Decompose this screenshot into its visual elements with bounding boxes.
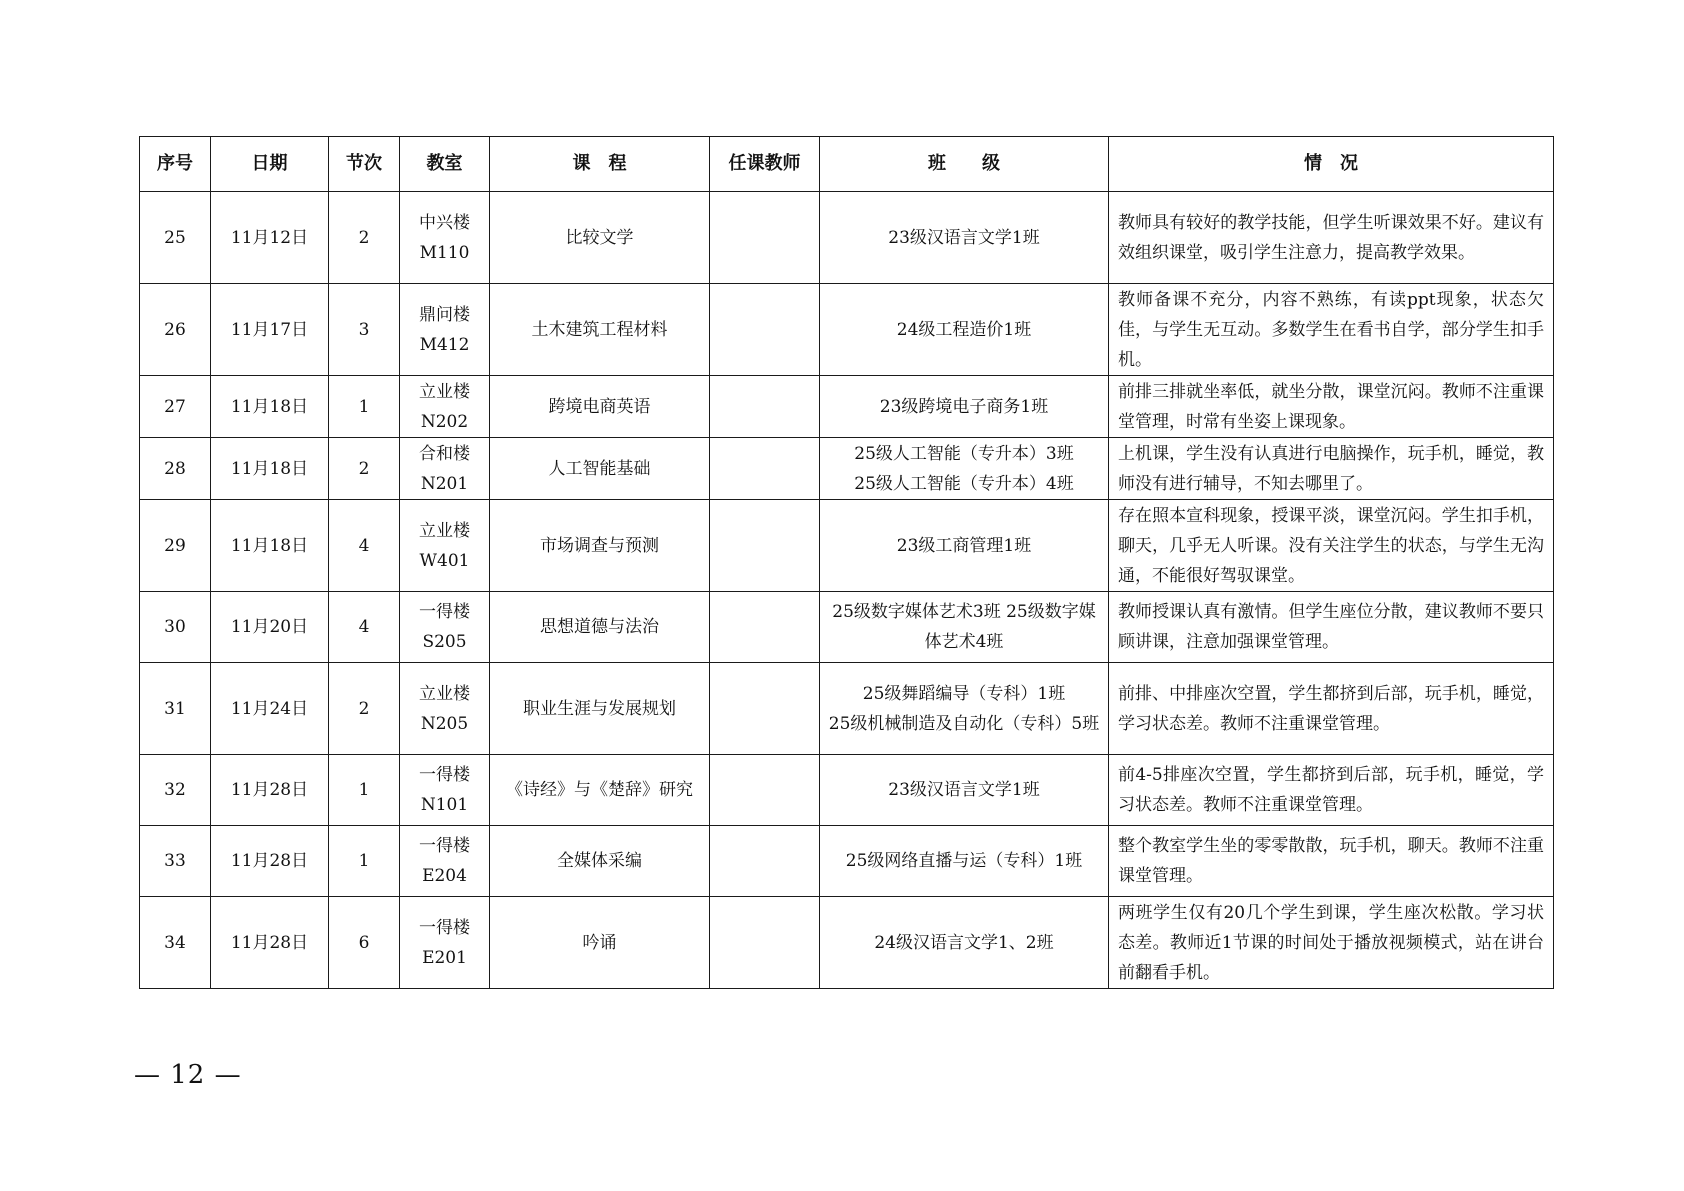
cell-room: [400, 284, 490, 376]
cell-no: 25: [140, 192, 211, 284]
cell-course: 吟诵: [490, 897, 710, 989]
header-room: 教室: [400, 137, 490, 192]
header-no: 序号: [140, 137, 211, 192]
cell-room-line: 立业楼: [419, 520, 470, 541]
cell-class-line: 23级汉语言文学1班: [888, 780, 1040, 800]
cell-date: 11月18日: [211, 376, 329, 438]
cell-class: [820, 284, 1109, 376]
cell-course: 土木建筑工程材料: [490, 284, 710, 376]
cell-class-line: 25级数字媒体艺术3班 25级数字媒体艺术4班: [832, 602, 1096, 652]
cell-period: 1: [329, 376, 400, 438]
cell-teacher: [710, 500, 820, 592]
cell-room-line: 一得楼: [419, 765, 470, 785]
cell-date: 11月28日: [211, 897, 329, 989]
table-header-row: [140, 137, 1554, 192]
cell-period: 3: [329, 284, 400, 376]
cell-room-line: 一得楼: [419, 917, 470, 938]
cell-course: 市场调查与预测: [490, 500, 710, 592]
table-row: [140, 897, 1554, 989]
cell-class-line: 24级汉语言文学1、2班: [874, 932, 1054, 953]
cell-room-line: E204: [422, 866, 467, 886]
cell-no: 33: [140, 826, 211, 897]
cell-period: 1: [329, 755, 400, 826]
cell-teacher: [710, 592, 820, 663]
cell-period: 2: [329, 663, 400, 755]
header-situation: 情 况: [1109, 137, 1554, 192]
cell-room-line: N101: [420, 795, 469, 815]
cell-class-line: 23级工商管理1班: [896, 535, 1032, 556]
cell-date: 11月17日: [211, 284, 329, 376]
cell-teacher: [710, 438, 820, 500]
table-row: [140, 438, 1554, 500]
cell-period: 2: [329, 438, 400, 500]
cell-room-line: S205: [422, 632, 467, 652]
header-class: 班 级: [820, 137, 1109, 192]
cell-no: 30: [140, 592, 211, 663]
cell-class-line: 25级网络直播与运（专科）1班: [845, 851, 1083, 871]
cell-course: 《诗经》与《楚辞》研究: [490, 755, 710, 826]
cell-class: [820, 192, 1109, 284]
cell-room: [400, 192, 490, 284]
cell-situation: 整个教室学生坐的零零散散，玩手机，聊天。教师不注重课堂管理。: [1109, 826, 1554, 897]
table-row: [140, 663, 1554, 755]
cell-room: [400, 500, 490, 592]
cell-room-line: W401: [419, 550, 470, 571]
cell-teacher: [710, 663, 820, 755]
cell-class: [820, 897, 1109, 989]
cell-room-line: 立业楼: [419, 381, 470, 402]
cell-room: [400, 663, 490, 755]
cell-teacher: [710, 755, 820, 826]
cell-class-line: 24级工程造价1班: [896, 319, 1032, 340]
cell-course: 思想道德与法治: [490, 592, 710, 663]
cell-situation: 存在照本宣科现象，授课平淡，课堂沉闷。学生扣手机，聊天，几乎无人听课。没有关注学生的状态，与学生无沟通，不能很好驾驭课堂。: [1109, 500, 1554, 592]
header-teacher: 任课教师: [710, 137, 820, 192]
cell-date: 11月20日: [211, 592, 329, 663]
cell-no: 27: [140, 376, 211, 438]
cell-no: 34: [140, 897, 211, 989]
cell-period: 4: [329, 592, 400, 663]
cell-no: 29: [140, 500, 211, 592]
table-body: [140, 192, 1554, 989]
cell-room-line: N201: [420, 473, 469, 494]
cell-situation: 前排三排就坐率低，就坐分散，课堂沉闷。教师不注重课堂管理，时常有坐姿上课现象。: [1109, 376, 1554, 438]
inspection-table: [139, 136, 1554, 989]
cell-class: [820, 755, 1109, 826]
cell-situation: 前4-5排座次空置，学生都挤到后部，玩手机，睡觉，学习状态差。教师不注重课堂管理。: [1109, 755, 1554, 826]
table-row: [140, 284, 1554, 376]
table-row: [140, 500, 1554, 592]
cell-room: [400, 897, 490, 989]
cell-class: [820, 500, 1109, 592]
table-row: [140, 376, 1554, 438]
cell-teacher: [710, 826, 820, 897]
cell-date: 11月18日: [211, 500, 329, 592]
cell-date: 11月28日: [211, 755, 329, 826]
cell-class-line: 23级跨境电子商务1班: [879, 396, 1049, 417]
cell-class: [820, 438, 1109, 500]
cell-room-line: M412: [419, 334, 470, 355]
cell-class-line: 25级机械制造及自动化（专科）5班: [828, 713, 1100, 734]
cell-situation: 教师授课认真有激情。但学生座位分散，建议教师不要只顾讲课，注意加强课堂管理。: [1109, 592, 1554, 663]
cell-course: 全媒体采编: [490, 826, 710, 897]
cell-situation: 上机课，学生没有认真进行电脑操作，玩手机，睡觉，教师没有进行辅导，不知去哪里了。: [1109, 438, 1554, 500]
cell-class-line: 23级汉语言文学1班: [888, 227, 1040, 248]
cell-room-line: 中兴楼: [419, 212, 470, 233]
cell-class: [820, 376, 1109, 438]
cell-teacher: [710, 376, 820, 438]
table-row: [140, 755, 1554, 826]
cell-room: [400, 438, 490, 500]
page-number: — 12 —: [134, 1060, 242, 1090]
cell-situation: 教师备课不充分，内容不熟练，有读ppt现象，状态欠佳，与学生无互动。多数学生在看书自学，部分学生扣手机。: [1109, 284, 1554, 376]
cell-no: 32: [140, 755, 211, 826]
cell-situation: 两班学生仅有20几个学生到课，学生座次松散。学习状态差。教师近1节课的时间处于播放视频模式，站在讲台前翻看手机。: [1109, 897, 1554, 989]
cell-room-line: 鼎问楼: [419, 304, 470, 325]
cell-course: 跨境电商英语: [490, 376, 710, 438]
cell-room-line: 合和楼: [419, 443, 470, 464]
cell-date: 11月28日: [211, 826, 329, 897]
cell-no: 28: [140, 438, 211, 500]
cell-class-line: 25级人工智能（专升本）4班: [854, 473, 1074, 494]
cell-teacher: [710, 897, 820, 989]
cell-period: 2: [329, 192, 400, 284]
cell-date: 11月12日: [211, 192, 329, 284]
cell-room-line: 立业楼: [419, 683, 470, 704]
cell-room-line: 一得楼: [419, 836, 470, 856]
cell-period: 4: [329, 500, 400, 592]
cell-class: [820, 592, 1109, 663]
cell-class-line: 25级舞蹈编导（专科）1班: [862, 683, 1066, 704]
cell-room-line: M110: [419, 242, 470, 263]
cell-room: [400, 755, 490, 826]
cell-class: [820, 663, 1109, 755]
cell-no: 26: [140, 284, 211, 376]
cell-room-line: N202: [420, 411, 469, 432]
header-period: 节次: [329, 137, 400, 192]
cell-course: 人工智能基础: [490, 438, 710, 500]
table-row: [140, 826, 1554, 897]
cell-situation: 前排、中排座次空置，学生都挤到后部，玩手机，睡觉，学习状态差。教师不注重课堂管理。: [1109, 663, 1554, 755]
table-row: [140, 192, 1554, 284]
cell-course: 职业生涯与发展规划: [490, 663, 710, 755]
cell-class-line: 25级人工智能（专升本）3班: [854, 443, 1074, 464]
cell-room-line: E201: [422, 947, 467, 968]
cell-room: [400, 376, 490, 438]
cell-date: 11月18日: [211, 438, 329, 500]
header-course: 课 程: [490, 137, 710, 192]
cell-room: [400, 592, 490, 663]
cell-teacher: [710, 192, 820, 284]
cell-teacher: [710, 284, 820, 376]
cell-class: [820, 826, 1109, 897]
table-row: [140, 592, 1554, 663]
cell-course: 比较文学: [490, 192, 710, 284]
header-date: 日期: [211, 137, 329, 192]
cell-date: 11月24日: [211, 663, 329, 755]
cell-room-line: N205: [420, 713, 469, 734]
cell-room-line: 一得楼: [419, 602, 470, 622]
cell-room: [400, 826, 490, 897]
cell-situation: 教师具有较好的教学技能，但学生听课效果不好。建议有效组织课堂，吸引学生注意力，提高教学效果。: [1109, 192, 1554, 284]
cell-no: 31: [140, 663, 211, 755]
cell-period: 6: [329, 897, 400, 989]
cell-period: 1: [329, 826, 400, 897]
